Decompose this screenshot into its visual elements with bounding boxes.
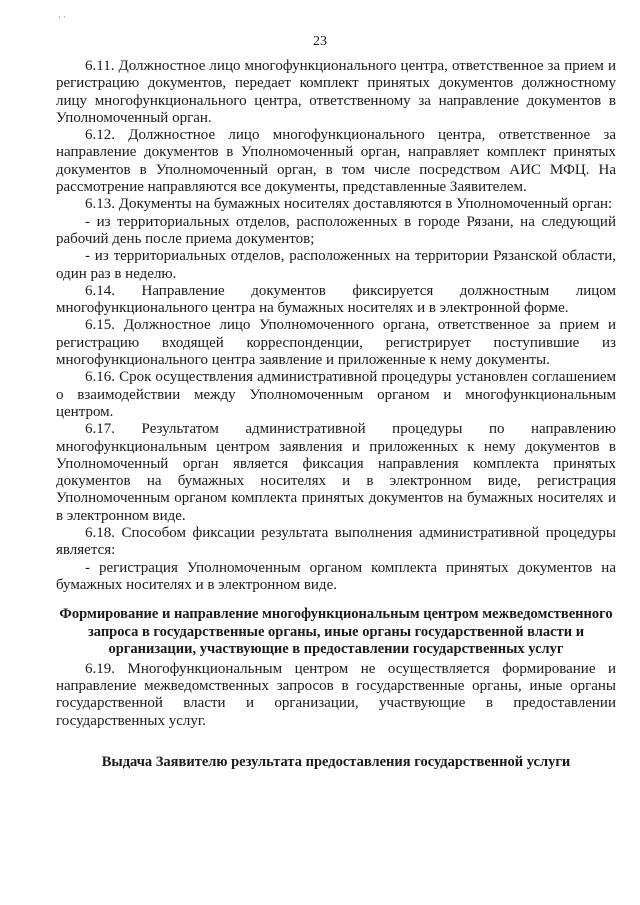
page-number: 23 xyxy=(313,34,327,49)
paragraph-6-14: 6.14. Направление документов фиксируется должностным лицом многофункционального центра на бумажных носителях и в электронной форме. xyxy=(56,282,616,317)
paragraph-6-17: 6.17. Результатом административной процедуры по направлению многофункциональным центром заявления и приложенных к нему документов в Уполномоченный орган является фиксация направления комплекта принятых документов на бумажных носителях и в электронном виде, регистрация Уполномоченным органом комплекта принятых документов на бумажных носителях и в электронном виде. xyxy=(56,421,616,524)
paragraph-6-16: 6.16. Срок осуществления административной процедуры установлен соглашением о взаимодействии между Уполномоченным органом и многофункциональным центром. xyxy=(56,369,616,420)
section-heading-result-issuance: Выдача Заявителю результата предоставления государственной услуги xyxy=(101,753,571,770)
paragraph-6-13: 6.13. Документы на бумажных носителях доставляются в Уполномоченный орган: xyxy=(85,196,613,213)
paragraph-6-19: 6.19. Многофункциональным центром не осуществляется формирование и направление межведомственных запросов в государственные органы, иные органы государственной власти и организации, участвующие в предоставлении государственных услуг. xyxy=(56,660,616,729)
list-item-ryazan-region: - из территориальных отделов, расположенных на территории Рязанской области, один раз в неделю. xyxy=(56,248,616,282)
section-heading-interagency-request: Формирование и направление многофункциональным центром межведомственного запроса в государственные органы, иные органы государственной власти и организации, участвующие в предоставлении государственных услуг xyxy=(59,606,613,658)
paragraph-6-15: 6.15. Должностное лицо Уполномоченного органа, ответственное за прием и регистрацию входящей корреспонденции, регистрирует поступившие из многофункционального центра заявление и приложенные к нему документы. xyxy=(56,317,616,369)
paragraph-6-11: 6.11. Должностное лицо многофункционального центра, ответственное за прием и регистрацию документов, передает комплект принятых документов должностному лицу многофункционального центра, ответственному за направление документов в Уполномоченный орган. xyxy=(56,58,616,126)
scan-mark: · · xyxy=(58,12,67,22)
paragraph-6-18: 6.18. Способом фиксации результата выполнения административной процедуры является: xyxy=(56,525,616,559)
paragraph-6-12: 6.12. Должностное лицо многофункционального центра, ответственное за направление документов в Уполномоченный орган, направляет комплект принятых документов в Уполномоченный орган, в том числе посредством АИС МФЦ. На рассмотрение направляются все документы, представленные Заявителем. xyxy=(56,127,616,196)
list-item-ryazan-city: - из территориальных отделов, расположенных в городе Рязани, на следующий рабочий день после приема документов; xyxy=(56,213,616,247)
list-item-registration: - регистрация Уполномоченным органом комплекта принятых документов на бумажных носителях и в электронном виде. xyxy=(56,559,616,593)
document-body xyxy=(56,58,616,771)
